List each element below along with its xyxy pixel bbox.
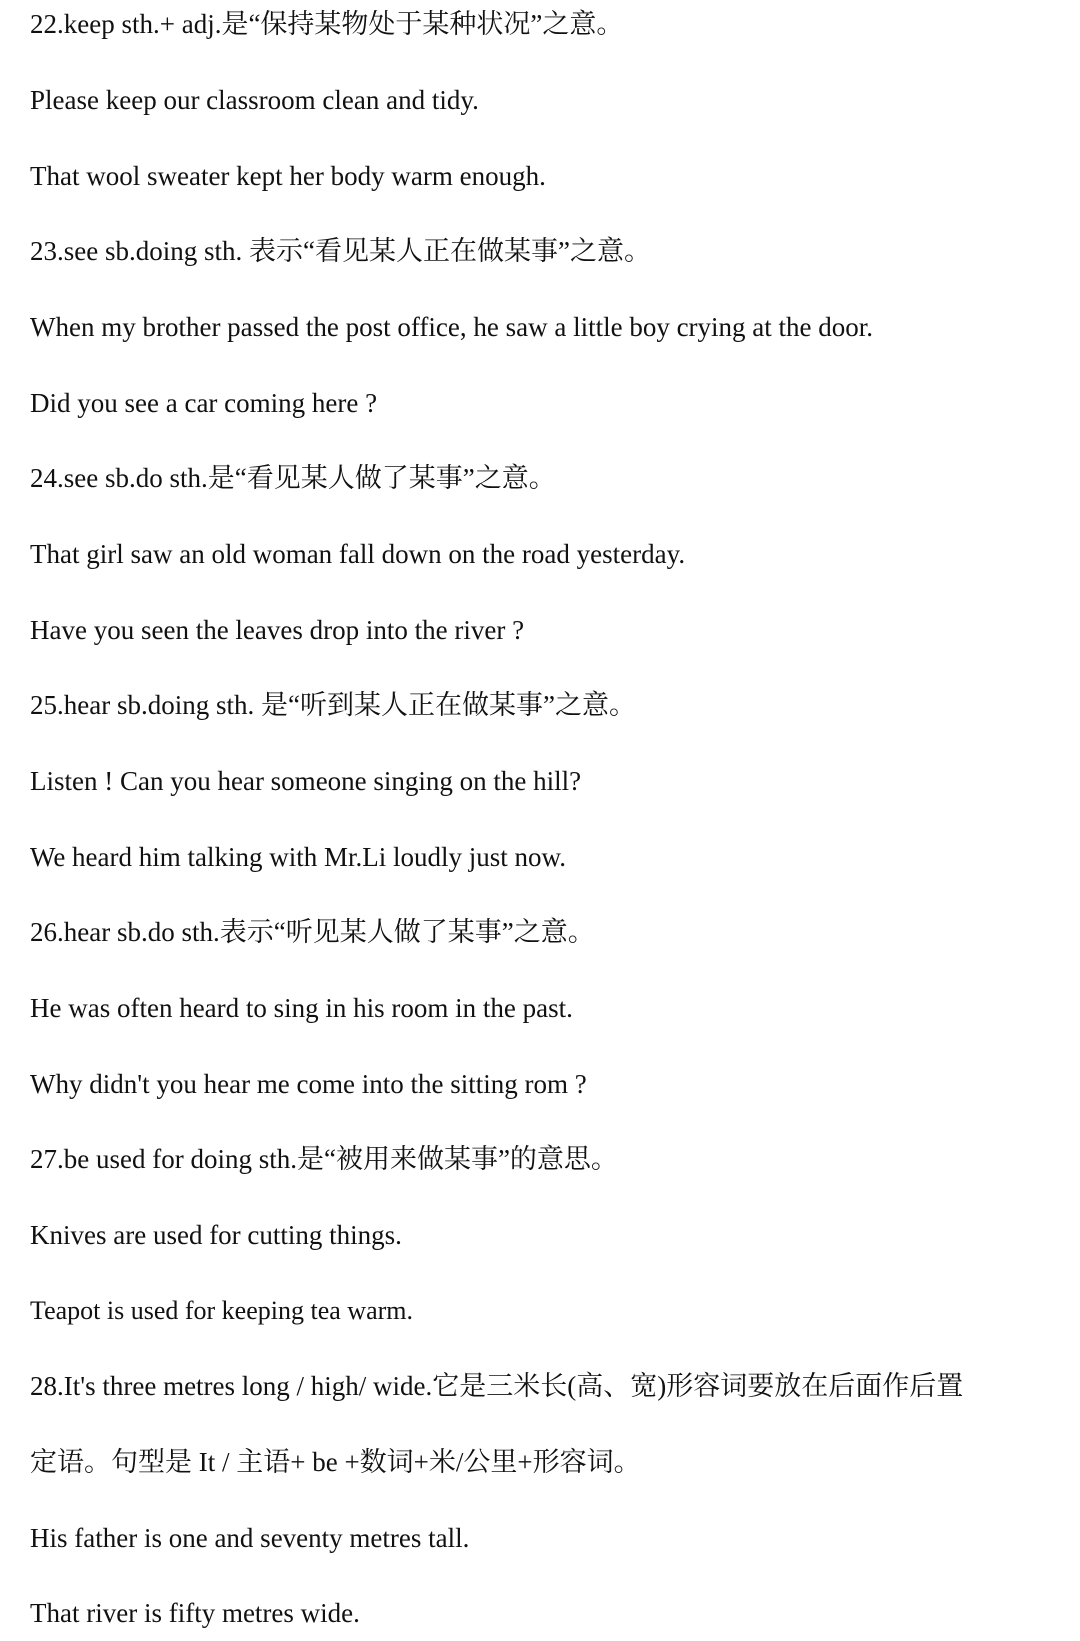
example-sentence: When my brother passed the post office, he saw a little boy crying at the door. bbox=[30, 312, 874, 342]
example-sentence: Why didn't you hear me come into the sitting rom ? bbox=[30, 1069, 587, 1099]
heading-see-sb-do-sth: 24.see sb.do sth.是“看见某人做了某事”之意。 bbox=[30, 463, 556, 493]
example-sentence: Did you see a car coming here ? bbox=[30, 388, 378, 418]
example-sentence: That river is fifty metres wide. bbox=[30, 1598, 360, 1628]
example-sentence: We heard him talking with Mr.Li loudly just now. bbox=[30, 842, 567, 872]
example-sentence: He was often heard to sing in his room in the past. bbox=[30, 993, 573, 1023]
heading-hear-sb-doing-sth: 25.hear sb.doing sth. 是“听到某人正在做某事”之意。 bbox=[30, 690, 636, 720]
example-sentence: That girl saw an old woman fall down on the road yesterday. bbox=[30, 539, 686, 569]
example-sentence: Knives are used for cutting things. bbox=[30, 1220, 402, 1250]
example-sentence: Teapot is used for keeping tea warm. bbox=[30, 1296, 413, 1325]
example-sentence: Please keep our classroom clean and tidy. bbox=[30, 85, 479, 115]
heading-hear-sb-do-sth: 26.hear sb.do sth.表示“听见某人做了某事”之意。 bbox=[30, 917, 595, 947]
heading-be-used-for: 27.be used for doing sth.是“被用来做某事”的意思。 bbox=[30, 1144, 618, 1174]
example-sentence: Have you seen the leaves drop into the river ? bbox=[30, 615, 525, 645]
heading-keep-sth-adj: 22.keep sth.+ adj.是“保持某物处于某种状况”之意。 bbox=[30, 9, 624, 39]
heading-see-sb-doing-sth: 23.see sb.doing sth. 表示“看见某人正在做某事”之意。 bbox=[30, 236, 651, 266]
heading-continuation: 定语。句型是 It / 主语+ be +数词+米/公里+形容词。 bbox=[30, 1447, 641, 1477]
example-sentence: Listen ! Can you hear someone singing on the hill? bbox=[30, 766, 582, 796]
heading-three-metres-long: 28.It's three metres long / high/ wide.它是三米长(高、宽)形容词要放在后面作后置 bbox=[30, 1371, 964, 1401]
example-sentence: That wool sweater kept her body warm enough. bbox=[30, 161, 546, 191]
example-sentence: His father is one and seventy metres tall. bbox=[30, 1523, 470, 1553]
